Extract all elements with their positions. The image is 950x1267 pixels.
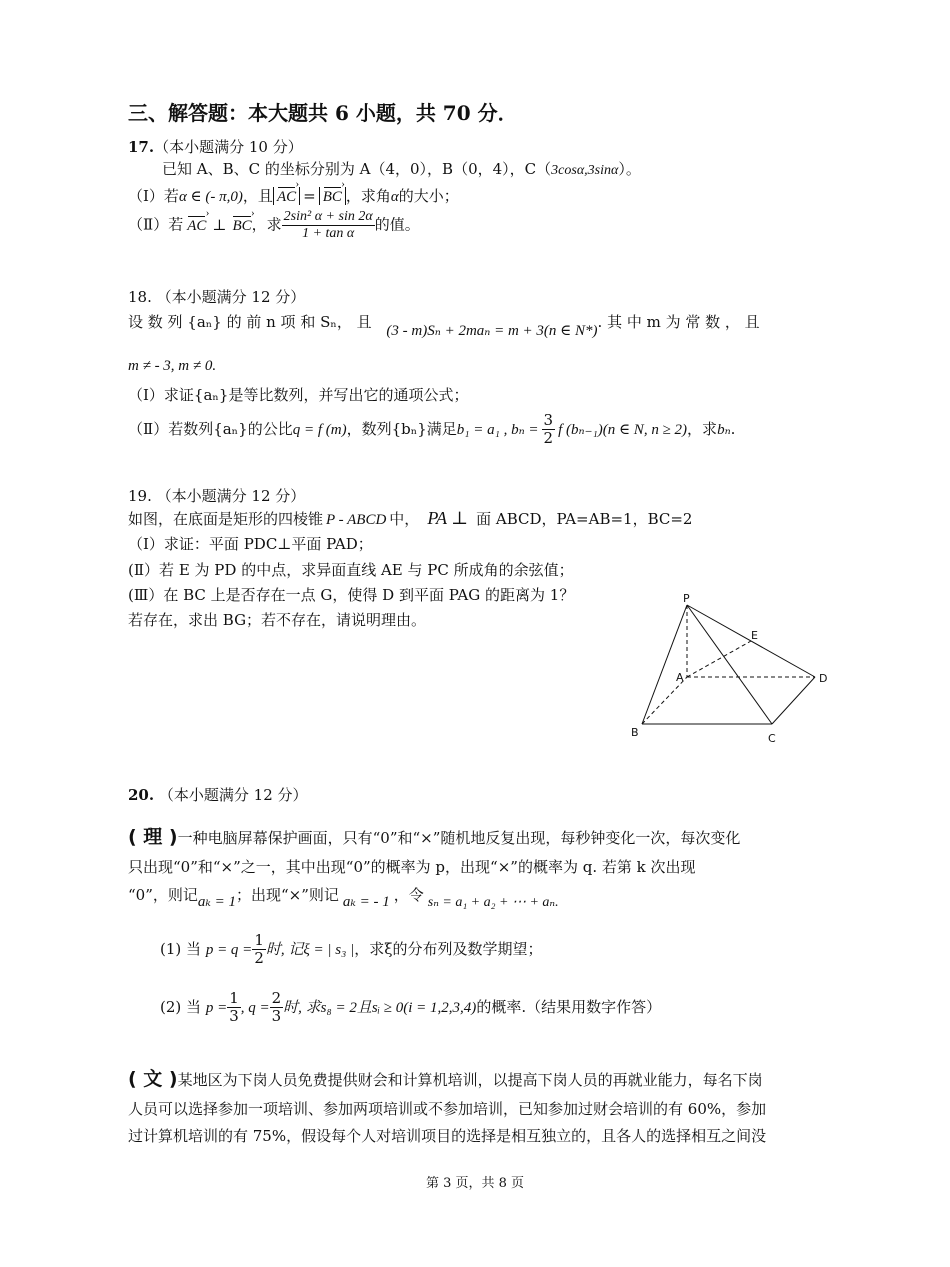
q19-line1 <box>128 508 692 529</box>
q17-ask2: 的大小； <box>398 187 459 205</box>
q17-stem <box>162 158 641 179</box>
section-heading: 三、解答题：本大题共 6 小题，共 70 分． <box>128 101 518 125</box>
q17-fraction <box>282 209 375 242</box>
one-third <box>227 990 241 1026</box>
q20-li-line2: 只出现“0”和“×”之一，其中出现“0”的概率为 p，出现“×”的概率为 q. 若第 k 次出现 <box>128 858 696 876</box>
frac-two: 2 <box>254 949 264 968</box>
q19-line1-text: 如图，在底面是矩形的四棱锥 <box>128 510 324 528</box>
bn-symbol: bₙ <box>717 421 731 438</box>
q17-stem-text: 已知 A、B、C 的坐标分别为 A（4，0），B（0，4），C（ <box>162 160 552 178</box>
vector-ac-2: AC › <box>187 218 206 235</box>
q-equals-f-m: q = f (m) <box>292 421 347 438</box>
page-footer: 第 3 页，共 8 页 <box>425 1176 525 1191</box>
q17-part2-ask: ，求 <box>251 215 282 234</box>
label-e: E <box>751 629 758 642</box>
q18-line1-end: . 其 中 m 为 常 数 ， 且 <box>597 313 760 331</box>
pa-perp: PA ⊥ <box>427 508 469 528</box>
one-half <box>252 932 266 968</box>
segment-ae <box>687 641 751 677</box>
q19-line1-end: 面 ABCD，PA=AB=1，BC=2 <box>476 510 693 528</box>
vector-bc-2: BC › <box>232 218 251 235</box>
q20-wen-line3: 过计算机培训的有 75%，假设每个人对培训项目的选择是相互独立的，且各人的选择相互之间没 <box>128 1127 767 1145</box>
frac-3: 3 <box>543 411 554 429</box>
q19-header <box>128 485 305 506</box>
q17-part2-label: （Ⅱ）若 <box>128 215 184 234</box>
q19-part3b: 若存在，求出 BG；若不存在，请说明理由。 <box>128 611 427 629</box>
q17-c-coords: 3cosα,3sinα <box>551 163 619 178</box>
li-line3-text: “0”，则记 <box>128 886 198 904</box>
sub2-label: (2) 当 <box>160 997 202 1016</box>
q18-number: 18. <box>128 288 152 306</box>
li-line3-let: ，令 <box>393 886 424 904</box>
sub2-ask: 的概率.（结果用数字作答） <box>476 997 662 1016</box>
q18-part2-end: . <box>730 419 736 438</box>
wen-tag: ( 文 ) <box>128 1068 178 1090</box>
q20-number: 20. <box>128 786 155 804</box>
vector-bc: BC › <box>323 189 342 206</box>
two-thirds <box>270 990 284 1026</box>
ak-plus-one: aₖ = 1 <box>197 894 236 910</box>
q17-eq: = <box>303 187 316 205</box>
q18-part2-ask: ，求 <box>687 419 718 438</box>
q18-line1 <box>128 311 760 339</box>
sub1-ask: ，求ξ的分布列及数学期望； <box>354 939 543 958</box>
q17-score: （本小题满分 10 分） <box>154 138 303 156</box>
q18-header <box>128 286 305 307</box>
q17-alpha: α <box>390 189 399 205</box>
q17-part2-end: 的值。 <box>374 215 420 234</box>
edge-pb <box>642 605 687 724</box>
q19-part2: (Ⅱ）若 E 为 PD 的中点，求异面直线 AE 与 PC 所成角的余弦值； <box>128 561 574 579</box>
q20-header <box>128 784 308 805</box>
q19-line1-mid: 中， <box>389 510 420 528</box>
q-den: 3 <box>271 1007 282 1026</box>
li-tag: ( 理 ) <box>128 826 178 848</box>
fraction-denominator: 1 + tan α <box>302 226 355 242</box>
label-d: D <box>819 672 828 685</box>
q20-sub1 <box>160 932 542 968</box>
q20-wen-line1 <box>128 1064 763 1091</box>
q17-part1 <box>128 185 459 206</box>
q18-part1: （Ⅰ）求证{aₙ}是等比数列，并写出它的通项公式； <box>128 386 469 404</box>
pyramid-name: P - ABCD <box>326 512 387 528</box>
q20-li-line1 <box>128 822 740 849</box>
edge-ab <box>642 677 687 724</box>
q-num: 2 <box>271 989 282 1007</box>
q17-alpha-range: α ∈ (- π,0) <box>178 189 243 205</box>
pyramid-figure <box>620 590 850 750</box>
q17-part2 <box>128 209 420 242</box>
li-line1-text: 一种电脑屏幕保护画面，只有“0”和“×”随机地反复出现，每秒钟变化一次，每次变化 <box>177 829 741 847</box>
q-equals: , q = <box>240 999 270 1016</box>
q20-li-line3 <box>128 884 559 910</box>
label-p: P <box>683 592 690 605</box>
q18-part2-text: （Ⅱ）若数列{aₙ}的公比 <box>128 419 293 438</box>
q18-score: （本小题满分 12 分） <box>156 288 306 306</box>
p-equals-q: p = q = <box>205 941 253 958</box>
edge-pc <box>687 605 772 724</box>
sub1-label: (1) 当 <box>160 939 202 958</box>
b1-def: b₁ = a₁ , bₙ = <box>456 421 539 438</box>
q18-part2 <box>128 412 735 448</box>
perp-symbol: ⊥ <box>212 215 227 234</box>
q20-wen-line2: 人员可以选择参加一项培训、参加两项培训或不参加培训，已知参加过财会培训的有 60%，参加 <box>128 1100 767 1118</box>
sn-sum: sₙ = a₁ + a₂ + ⋯ + aₙ. <box>427 895 559 910</box>
wen-line1-text: 某地区为下岗人员免费提供财会和计算机培训，以提高下岗人员的再就业能力，每名下岗 <box>177 1071 763 1089</box>
q18-line2: m ≠ - 3, m ≠ 0. <box>128 358 217 374</box>
frac-one: 1 <box>254 931 264 949</box>
q18-equation: (3 - m)Sₙ + 2maₙ = m + 3(n ∈ N*) <box>386 323 598 339</box>
q20-sub2 <box>160 990 661 1026</box>
fraction-numerator: 2sin² α + sin 2α <box>282 209 375 226</box>
frac-2: 2 <box>543 429 554 448</box>
q17-header <box>128 136 303 157</box>
edge-cd <box>772 677 815 724</box>
label-b: B <box>631 726 639 739</box>
p-equals: p = <box>205 999 228 1016</box>
q18-part2-text-b: ，数列{bₙ}满足 <box>346 419 457 438</box>
q19-part1: （Ⅰ）求证：平面 PDC⊥平面 PAD； <box>128 535 373 553</box>
label-c: C <box>768 732 776 745</box>
three-halves <box>542 412 556 448</box>
q18-line1-text: 设 数 列 {aₙ} 的 前 n 项 和 Sₙ， 且 <box>128 313 372 331</box>
q17-number: 17. <box>128 138 155 156</box>
p-num: 1 <box>229 989 239 1007</box>
q17-and: ，且 <box>242 187 273 205</box>
li-line3-mid: ；出现“×”则记 <box>235 886 339 904</box>
q19-number: 19. <box>128 487 152 505</box>
q19-score: （本小题满分 12 分） <box>156 487 306 505</box>
recurrence: f (bₙ₋₁)(n ∈ N, n ≥ 2) <box>558 421 688 438</box>
q17-part1-label: （Ⅰ）若 <box>128 187 179 205</box>
q17-ask: ，求角 <box>345 187 391 205</box>
q20-score: （本小题满分 12 分） <box>158 786 308 804</box>
p-den: 3 <box>229 1007 239 1026</box>
ak-minus-one: aₖ = - 1 <box>342 894 390 910</box>
vector-ac: AC › <box>277 189 296 206</box>
xi-def: 时, 记ξ = | s₃ | <box>265 941 355 958</box>
q19-part3: (Ⅲ）在 BC 上是否存在一点 G，使得 D 到平面 PAG 的距离为 1？ <box>128 586 575 604</box>
label-a: A <box>676 671 684 684</box>
q17-stem-end: ）。 <box>618 160 641 178</box>
s8-condition: 时, 求s₈ = 2且sᵢ ≥ 0(i = 1,2,3,4) <box>283 999 477 1016</box>
